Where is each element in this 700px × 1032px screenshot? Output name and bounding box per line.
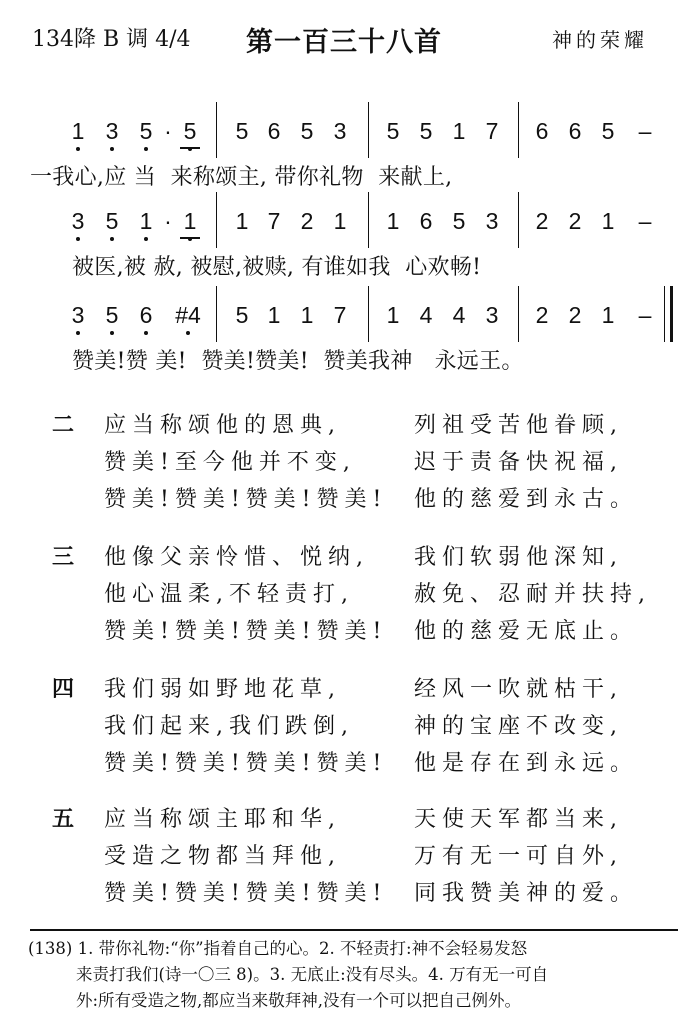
verse-line-right: 神的宝座不改变, [414,714,623,739]
verse-line-right: 万有无一可自外, [414,844,623,869]
note: 1 [71,118,85,144]
note: 6 [419,208,433,234]
note: 3 [71,208,85,234]
note: 1 [267,302,281,328]
note: 1 [386,302,400,328]
bar-line [518,192,519,248]
note: 1 [386,208,400,234]
verse-line-right: 他的慈爱无底止。 [414,619,639,644]
note: 7 [267,208,281,234]
octave-dot [186,331,190,335]
note: 5 [183,118,197,144]
verse-line-right: 列祖受苦他眷顾, [414,413,623,438]
note: 1 [183,208,197,234]
note: 2 [568,302,582,328]
note: 1 [333,208,347,234]
verse-line-left: 赞美!赞美!赞美!赞美! [104,487,388,512]
verse-line-left: 赞美!赞美!赞美!赞美! [104,619,388,644]
verse-line-right: 他是存在到永远。 [414,751,639,776]
note: 5 [105,302,119,328]
note: – [638,118,652,144]
note: 1 [601,208,615,234]
note: 6 [535,118,549,144]
hymn-category: 神的荣耀 [552,28,648,52]
note: 5 [452,208,466,234]
footnote-line: (138) 1. 带你礼物:“你”指着自己的心。2. 不轻责打:神不会轻易发怒 [28,939,528,958]
note: 2 [568,208,582,234]
note: 6 [568,118,582,144]
note: 7 [333,302,347,328]
beat-underline [180,237,200,239]
verse-line-right: 赦免、忍耐并扶持, [414,582,651,607]
note: 5 [139,118,153,144]
verse-line-right: 同我赞美神的爱。 [414,881,639,906]
note: – [638,302,652,328]
note: 5 [386,118,400,144]
bar-line [216,192,217,248]
verse-number: 三 [52,544,75,570]
note: 2 [535,208,549,234]
note: · [164,208,172,234]
note: 4 [452,302,466,328]
verse-line-left: 赞美!赞美!赞美!赞美! [104,751,388,776]
bar-line [518,102,519,158]
verse-line-right: 天使天军都当来, [414,807,623,832]
octave-dot [76,331,80,335]
note: · [164,118,172,144]
verse-line-left: 应当称颂他的恩典, [104,413,341,438]
beat-underline [180,147,200,149]
verse-line-left: 他心温柔,不轻责打, [104,582,354,607]
final-barline [664,286,665,342]
footnote-divider [30,929,678,931]
lyric-line: 一我心,应 当 来称颂主, 带你礼物 来献上, [30,165,453,190]
bar-line [216,102,217,158]
note: 2 [535,302,549,328]
note: 3 [71,302,85,328]
verse-line-left: 赞美!赞美!赞美!赞美! [104,881,388,906]
note: 5 [235,302,249,328]
note: 5 [105,208,119,234]
lyric-line: 被医,被 赦, 被慰,被赎, 有谁如我 心欢畅! [72,255,482,280]
bar-line [216,286,217,342]
note: 4 [419,302,433,328]
note: 1 [235,208,249,234]
final-barline [670,286,673,342]
bar-line [368,192,369,248]
note: 5 [300,118,314,144]
verse-line-left: 赞美!至今他并不变, [104,450,356,475]
verse-number: 五 [52,806,75,832]
lyric-line: 赞美!赞 美! 赞美!赞美! 赞美我神 永远王。 [72,349,524,374]
note: 3 [485,302,499,328]
verse-line-left: 我们起来,我们跌倒, [104,714,354,739]
note: 5 [419,118,433,144]
octave-dot [110,237,114,241]
verse-line-left: 受造之物都当拜他, [104,844,341,869]
note: 3 [105,118,119,144]
octave-dot [76,147,80,151]
verse-line-right: 经风一吹就枯干, [414,677,623,702]
verse-line-right: 他的慈爱到永古。 [414,487,639,512]
note: 6 [267,118,281,144]
verse-line-right: 我们软弱他深知, [414,545,623,570]
footnote-line: 外:所有受造之物,都应当来敬拜神,没有一个可以把自己例外。 [76,991,522,1010]
octave-dot [144,331,148,335]
octave-dot [110,147,114,151]
verse-line-left: 他像父亲怜惜、悦纳, [104,545,369,570]
note: 5 [235,118,249,144]
note: 3 [485,208,499,234]
verse-number: 二 [52,412,75,438]
note: 1 [139,208,153,234]
note: #4 [175,302,201,328]
note: 1 [452,118,466,144]
note: 1 [601,302,615,328]
bar-line [368,102,369,158]
note: 1 [300,302,314,328]
note: 5 [601,118,615,144]
octave-dot [144,237,148,241]
verse-number: 四 [52,676,75,702]
verse-line-left: 应当称颂主耶和华, [104,807,341,832]
note: 2 [300,208,314,234]
hymn-title: 第一百三十八首 [246,27,442,58]
octave-dot [76,237,80,241]
note: 7 [485,118,499,144]
note: 6 [139,302,153,328]
note: 3 [333,118,347,144]
bar-line [518,286,519,342]
note: – [638,208,652,234]
octave-dot [110,331,114,335]
bar-line [368,286,369,342]
footnote-line: 来责打我们(诗一〇三 8)。3. 无底止:没有尽头。4. 万有无一可自 [76,965,549,984]
verse-line-left: 我们弱如野地花草, [104,677,341,702]
hymn-number-key: 134降 B 调 4/4 [32,27,191,52]
octave-dot [144,147,148,151]
verse-line-right: 迟于责备快祝福, [414,450,623,475]
